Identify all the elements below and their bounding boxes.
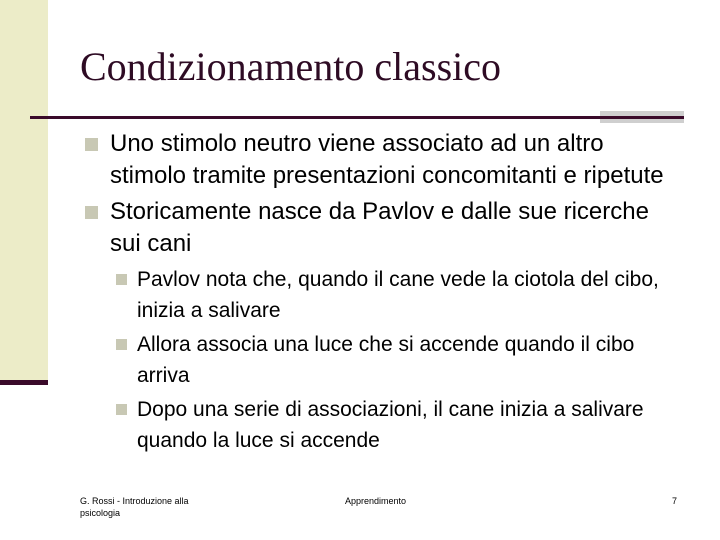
square-bullet-icon — [85, 206, 98, 219]
sub-bullet-list — [111, 264, 680, 456]
sub-bullet-text: Dopo una serie di associazioni, il cane inizia a salivare quando la luce si accende — [137, 398, 644, 452]
bullet-item — [80, 128, 680, 192]
bullet-text: Storicamente nasce da Pavlov e dalle sue ricerche sui cani — [110, 198, 649, 257]
footer-topic: Apprendimento — [345, 496, 407, 506]
sub-bullet-item — [111, 264, 680, 326]
sub-bullet-item — [111, 394, 680, 456]
page-number: 7 — [671, 496, 677, 506]
left-accent-band — [0, 0, 48, 383]
square-bullet-icon — [116, 404, 127, 415]
sub-bullet-text: Allora associa una luce che si accende quando il cibo arriva — [137, 333, 635, 387]
bullet-item — [80, 196, 680, 260]
left-accent-band-edge — [0, 380, 48, 385]
bullet-text: Uno stimolo neutro viene associato ad un altro stimolo tramite presentazioni concomitanti e ripetute — [110, 130, 664, 189]
square-bullet-icon — [85, 138, 98, 151]
slide-body — [80, 128, 680, 459]
title-rule — [30, 116, 684, 119]
square-bullet-icon — [116, 274, 127, 285]
square-bullet-icon — [116, 339, 127, 350]
sub-bullet-text: Pavlov nota che, quando il cane vede la ciotola del cibo, inizia a salivare — [137, 268, 659, 322]
slide-title: Condizionamento classico — [80, 44, 502, 89]
footer-author: G. Rossi - Introduzione alla psicologia — [80, 496, 189, 518]
sub-bullet-item — [111, 329, 680, 391]
